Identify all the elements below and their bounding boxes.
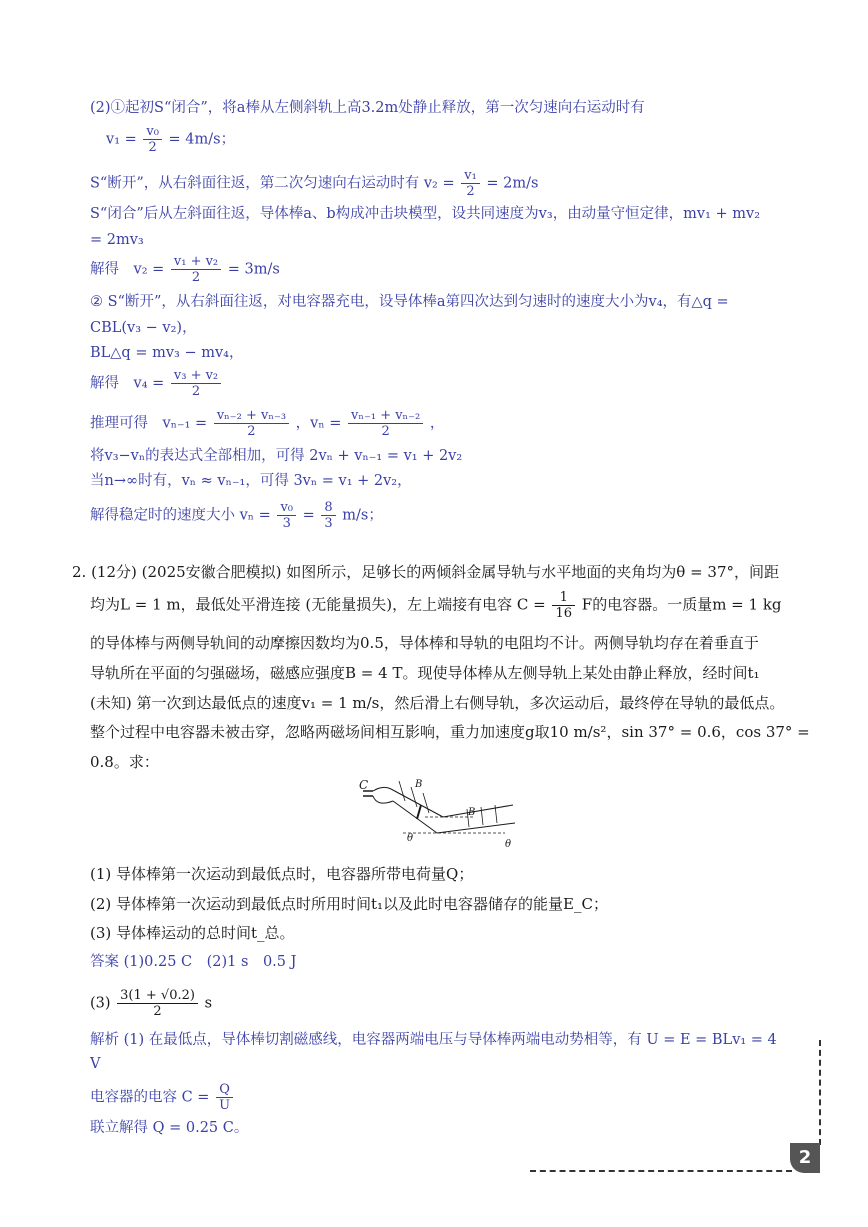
solution-line: [90, 500, 383, 531]
fraction: $\frac{\text{vₙ₋₁ + vₙ₋₂}}{2}$: [348, 408, 423, 439]
solution-line: [90, 408, 444, 439]
right-rail-top: [443, 805, 513, 817]
question-line: (未知) 第一次到达最低点的速度v₁ = 1 m/s，然后滑上右侧导轨，多次运动后，最终停在导轨的最低点。: [90, 694, 785, 712]
equation-text: s: [204, 995, 213, 1012]
fraction: $\frac{\text{v₃ + v₂}}{2}$: [171, 368, 221, 399]
conductor-rod: [417, 805, 421, 819]
equation-text: ，: [429, 415, 445, 432]
fraction: $\frac{Q}{U}$: [216, 1082, 233, 1113]
left-rail-top: [391, 789, 443, 817]
solution-line: = 2mv₃: [90, 232, 144, 248]
equation-text: S“断开”，从右斜面往返，第二次匀速向右运动时有 v₂ =: [90, 175, 455, 192]
angle-label: θ: [505, 839, 512, 850]
wire: [373, 787, 391, 791]
equation-text: v₁ =: [106, 131, 137, 148]
solution-line: ② S“断开”，从右斜面往返，对电容器充电，设导体棒a第四次达到匀速时的速度大小为v₄，有△q =: [90, 294, 729, 310]
solution-line: BL△q = mv₃ − mv₄，: [90, 345, 244, 361]
question-line: 0.8。求：: [90, 753, 159, 771]
equation-text: 推理可得 vₙ₋₁ =: [90, 415, 208, 432]
analysis-line: [90, 1082, 235, 1113]
equation-text: (3): [90, 995, 111, 1012]
rail-diagram-figure: [355, 775, 520, 850]
equation-text: = 2m/s: [486, 175, 539, 192]
answer-line: [90, 988, 212, 1019]
field-arrow: [423, 793, 429, 813]
question-line: [90, 590, 782, 621]
equation-text: =: [302, 507, 315, 524]
sub-question-3: (3) 导体棒运动的总时间t_总。: [90, 924, 295, 942]
solution-line: [90, 254, 280, 285]
equation-text: 解得 v₄ =: [90, 375, 165, 392]
solution-line: [90, 168, 538, 199]
question-line: 导轨所在平面的匀强磁场，磁感应强度B = 4 T。现使导体棒从左侧导轨上某处由静止释放，经时间t₁: [90, 664, 760, 682]
solution-line: CBL(v₃ − v₂)，: [90, 320, 197, 336]
field-label: B: [468, 807, 476, 818]
right-rail-bottom: [437, 823, 515, 833]
fraction: $\frac{\text{v₀}}{3}$: [277, 500, 296, 531]
solution-line: S“闭合”后从左斜面往返，导体棒a、b构成冲击块模型，设共同速度为v₃，由动量守恒定律，mv₁ + mv₂: [90, 206, 761, 222]
analysis-line: V: [90, 1056, 101, 1072]
sub-question-1: (1) 导体棒第一次运动到最低点时，电容器所带电荷量Q；: [90, 865, 474, 883]
page-border-dash: [530, 1170, 792, 1172]
question-text: F的电容器。一质量m = 1 kg: [581, 595, 782, 614]
equation-text: = 4m/s；: [168, 131, 236, 148]
analysis-line: 联立解得 Q = 0.25 C。: [90, 1120, 249, 1136]
equation-text: 解得稳定时的速度大小 vₙ =: [90, 507, 271, 524]
field-label: B: [415, 779, 423, 790]
fraction: $\frac{1}{16}$: [552, 590, 575, 621]
equation-text: 解得 v₂ =: [90, 261, 165, 278]
solution-line: [106, 124, 235, 155]
wire: [373, 796, 393, 803]
question-line: 整个过程中电容器未被击穿，忽略两磁场间相互影响，重力加速度g取10 m/s²，sin 37° = 0.6，cos 37° =: [90, 723, 810, 741]
angle-label: θ: [407, 833, 414, 844]
page-border-dash: [819, 1040, 821, 1145]
capacitor-label: C: [359, 778, 369, 792]
fraction: $\frac{8}{3}$: [321, 500, 335, 531]
equation-text: ，vₙ =: [295, 415, 342, 432]
fraction: $\frac{\text{vₙ₋₂ + vₙ₋₃}}{2}$: [214, 408, 289, 439]
fraction: $\frac{\text{v₀}}{2}$: [143, 124, 162, 155]
field-arrow: [411, 787, 417, 807]
fraction: $\frac{\text{v₁ + v₂}}{2}$: [171, 254, 221, 285]
solution-line: (2)①起初S“闭合”，将a棒从左侧斜轨上高3.2m处静止释放，第一次匀速向右运动时有: [90, 100, 645, 116]
sub-question-2: (2) 导体棒第一次运动到最低点时所用时间t₁以及此时电容器储存的能量E_C；: [90, 895, 608, 913]
equation-text: m/s；: [342, 507, 383, 524]
equation-text: 电容器的电容 C =: [90, 1089, 210, 1106]
question-line: 的导体棒与两侧导轨间的动摩擦因数均为0.5，导体棒和导轨的电阻均不计。两侧导轨均存在着垂直于: [90, 634, 759, 652]
equation-text: = 3m/s: [227, 261, 280, 278]
question-text: 均为L = 1 m，最低处平滑连接 (无能量损失)，左上端接有电容 C =: [90, 595, 546, 614]
solution-line: [90, 368, 223, 399]
analysis-line: 解析 (1) 在最低点，导体棒切割磁感线，电容器两端电压与导体棒两端电动势相等，有 U = E = BLv₁ = 4: [90, 1032, 777, 1048]
fraction: $\frac{3(1 + √0.2)}{2}$: [117, 988, 198, 1019]
question-line: 2. (12分) (2025安徽合肥模拟) 如图所示，足够长的两倾斜金属导轨与水平地面的夹角均为θ = 37°，间距: [72, 563, 780, 581]
fraction: $\frac{\text{v₁}}{2}$: [461, 168, 480, 199]
field-arrow: [399, 781, 405, 801]
solution-line: 当n→∞时有，vₙ ≈ vₙ₋₁，可得 3vₙ = v₁ + 2v₂，: [90, 473, 412, 489]
page-number: 2: [790, 1143, 820, 1173]
solution-line: 将v₃−vₙ的表达式全部相加，可得 2vₙ + vₙ₋₁ = v₁ + 2v₂: [90, 448, 463, 464]
answer-line: 答案 (1)0.25 C (2)1 s 0.5 J: [90, 954, 297, 970]
